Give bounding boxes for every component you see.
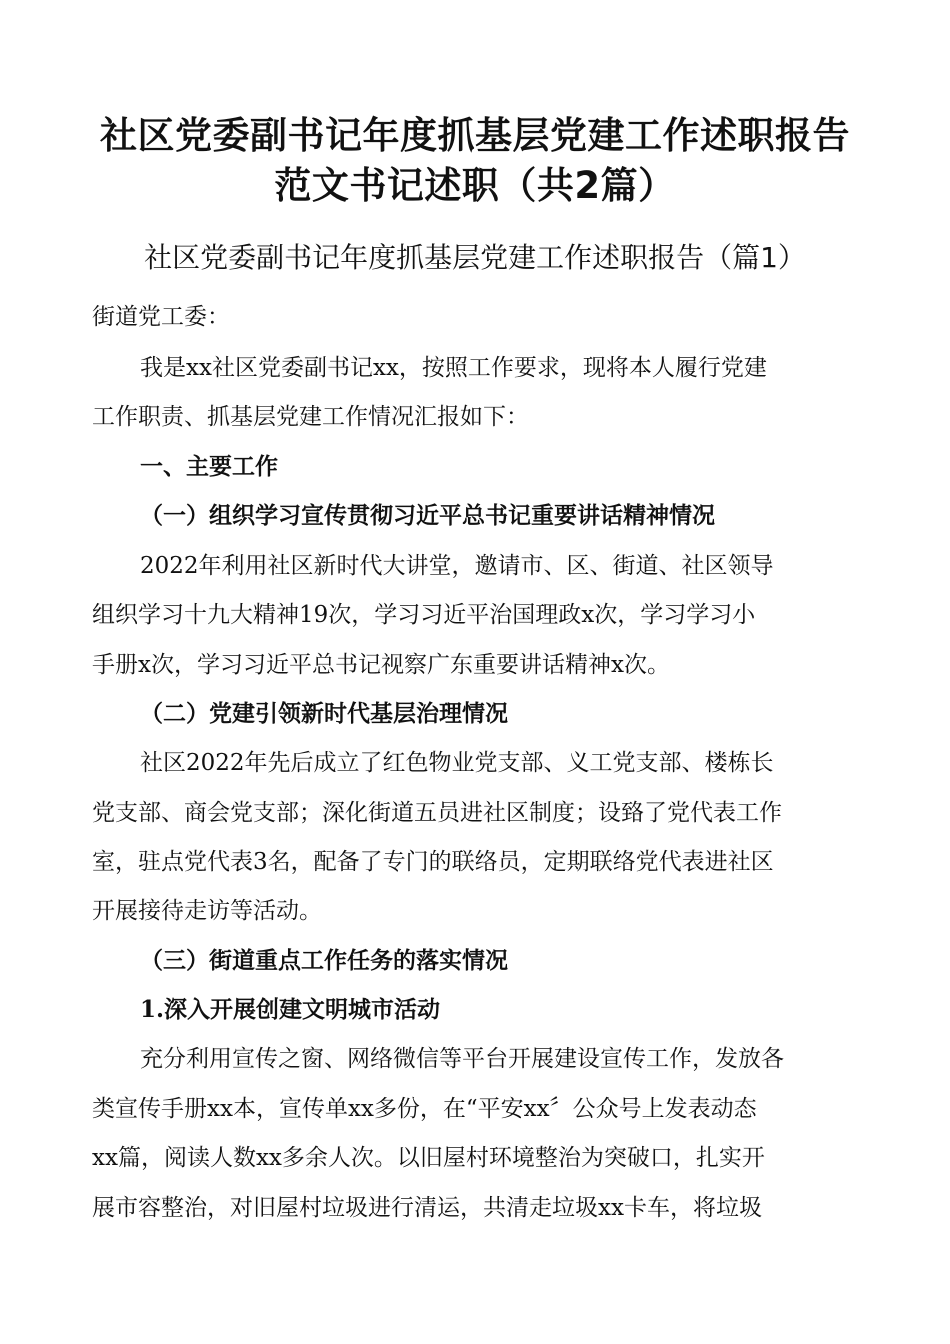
subsection-1-line-2: 组织学习十九大精神19次，学习习近平治国理政x次，学习学习小: [92, 602, 756, 628]
subsection-2-line-2: 党支部、商会党支部；深化街道五员进社区制度；设臵了党代表工作: [92, 800, 782, 826]
item-1-line-4: 展市容整治，对旧屋村垃圾进行清运，共清走垃圾xx卡车，将垃圾: [92, 1195, 762, 1221]
item-1-line-3: xx篇，阅读人数xx多余人次。以旧屋村环境整治为突破口，扎实开: [92, 1145, 765, 1171]
intro-line-1: 我是xx社区党委副书记xx，按照工作要求，现将本人履行党建: [140, 355, 767, 381]
section-heading-main-work: 一、主要工作: [140, 453, 278, 480]
document-title-line-2: 范文书记述职（共2篇）: [274, 164, 676, 207]
subsection-1-line-3: 手册x次，学习习近平总书记视察广东重要讲话精神x次。: [92, 652, 670, 678]
subsection-2-line-1: 社区2022年先后成立了红色物业党支部、义工党支部、楼栋长: [140, 750, 774, 776]
subsection-heading-3: （三）街道重点工作任务的落实情况: [140, 947, 508, 974]
subsection-2-line-4: 开展接待走访等活动。: [92, 898, 322, 924]
subsection-2-line-3: 室，驻点党代表3名，配备了专门的联络员，定期联络党代表进社区: [92, 849, 774, 875]
item-1-line-1: 充分利用宣传之窗、网络微信等平台开展建设宣传工作，发放各: [140, 1046, 784, 1072]
report-subtitle: 社区党委副书记年度抓基层党建工作述职报告（篇1）: [144, 241, 806, 274]
item-1-line-2: 类宣传手册xx本，宣传单xx多份，在“平安xx〞公众号上发表动态: [92, 1096, 757, 1122]
item-heading-1: 1.深入开展创建文明城市活动: [140, 996, 441, 1023]
subsection-1-line-1: 2022年利用社区新时代大讲堂，邀请市、区、街道、社区领导: [140, 553, 774, 579]
subsection-heading-1: （一）组织学习宣传贯彻习近平总书记重要讲话精神情况: [140, 502, 715, 529]
intro-line-2: 工作职责、抓基层党建工作情况汇报如下：: [92, 404, 529, 430]
subsection-heading-2: （二）党建引领新时代基层治理情况: [140, 700, 508, 727]
salutation: 街道党工委：: [92, 304, 230, 330]
document-title-line-1: 社区党委副书记年度抓基层党建工作述职报告: [100, 114, 850, 157]
